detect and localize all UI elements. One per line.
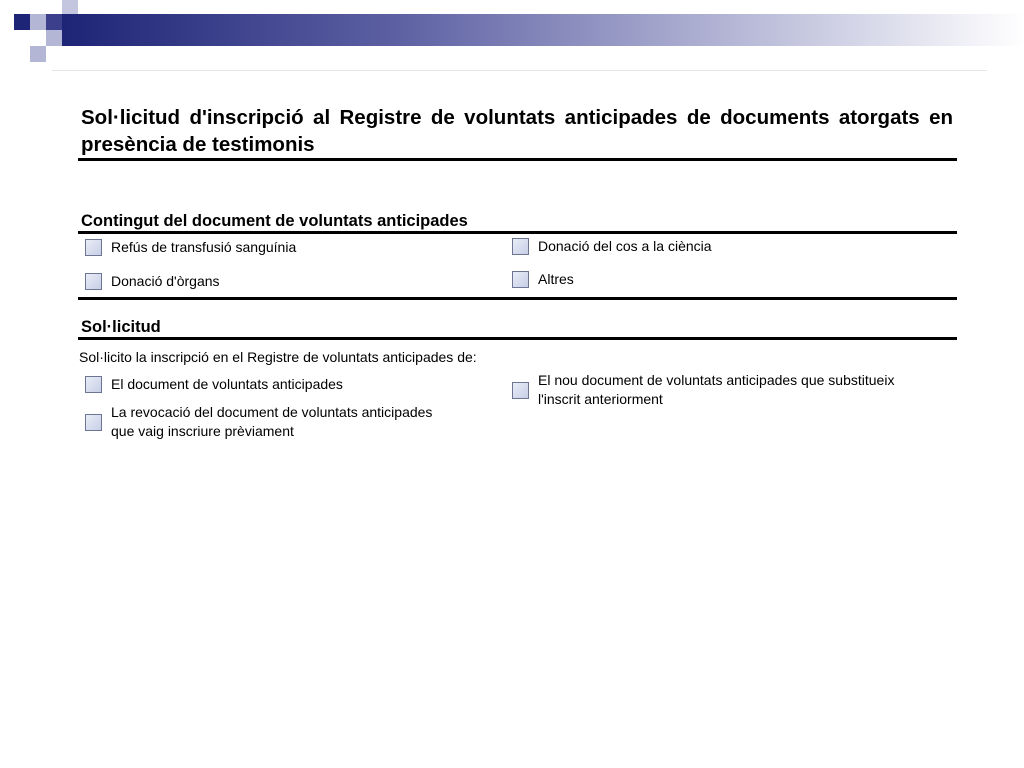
checkbox[interactable] [512,382,529,399]
top-divider [52,70,987,71]
option-nou-document[interactable] [512,371,894,409]
header-square-light [62,0,78,14]
checkbox[interactable] [512,271,529,288]
content-section-rule [78,231,957,234]
request-section-heading: Sol·licitud [81,318,161,336]
option-label-line: El nou document de voluntats anticipades que substitueix [538,372,895,388]
option-altres[interactable] [512,270,574,288]
header-gradient-band [62,14,1024,46]
content-section-bottom-rule [78,297,957,300]
checkbox[interactable] [512,238,529,255]
checkbox[interactable] [85,414,102,431]
header-square-light [30,46,46,62]
request-intro-text: Sol·licito la inscripció en el Registre de voluntats anticipades de: [79,349,477,365]
checkbox[interactable] [85,239,102,256]
option-label-line: La revocació del document de voluntats anticipades [111,404,433,420]
header-square-dark [14,14,30,30]
header-square-light [46,30,62,46]
title-rule [78,158,957,161]
option-label-line: que vaig inscriure prèviament [111,423,294,439]
option-refus-transfusio[interactable] [85,238,296,256]
option-document[interactable] [85,375,343,393]
option-label: Refús de transfusió sanguínia [111,239,297,255]
checkbox[interactable] [85,376,102,393]
option-donacio-cos[interactable] [512,237,712,255]
checkbox[interactable] [85,273,102,290]
content-section-heading: Contingut del document de voluntats anticipades [81,212,468,230]
option-label: Donació del cos a la ciència [538,238,712,254]
option-label: El document de voluntats anticipades [111,376,343,392]
option-label [538,371,894,409]
header-square-mid [46,14,62,30]
option-label: Altres [538,271,574,287]
option-revocacio[interactable] [85,403,432,441]
option-label [111,403,432,441]
header-square-light [30,14,46,30]
option-label-line: l'inscrit anteriorment [538,391,663,407]
option-donacio-organs[interactable] [85,272,220,290]
option-label: Donació d'òrgans [111,273,220,289]
page-title: Sol·licitud d'inscripció al Registre de voluntats anticipades de documents atorgats en presència de testimonis [81,106,953,156]
request-section-rule [78,337,957,340]
